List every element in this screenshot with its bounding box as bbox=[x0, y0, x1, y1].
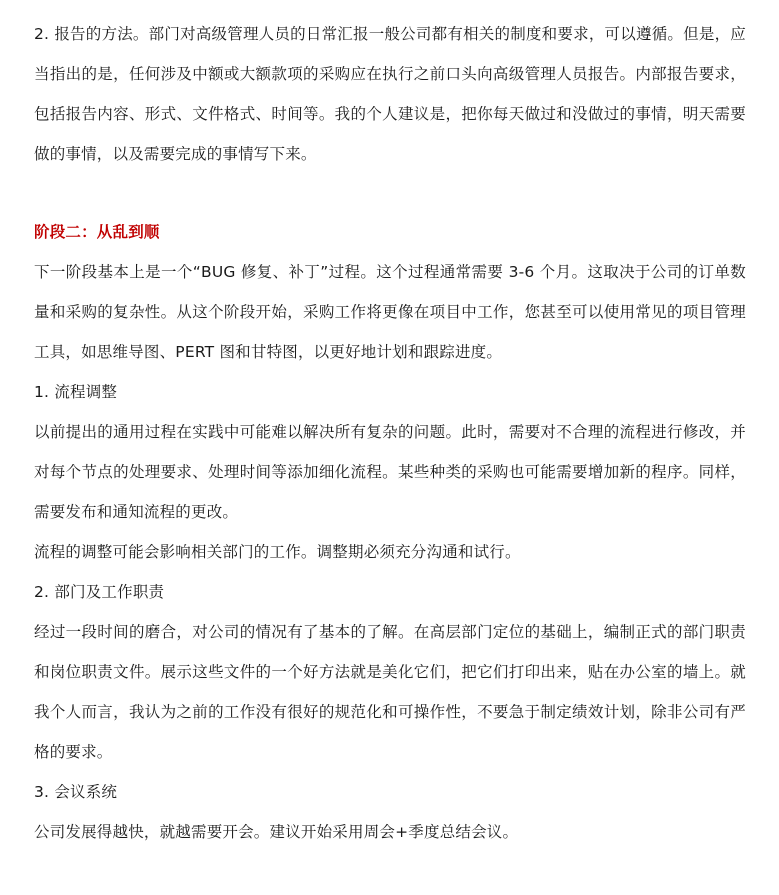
paragraph-meeting-system: 公司发展得越快，就越需要开会。建议开始采用周会+季度总结会议。 bbox=[34, 823, 519, 841]
paragraph-stage-2-intro: 下一阶段基本上是一个“BUG 修复、补丁”过程。这个过程通常需要 3-6 个月。这取决于公司的订单数量和采购的复杂性。从这个阶段开始，采购工作将更像在项目中工作，您甚至可以使用常见的项目管理工具，如思维导图、PERT 图和甘特图，以更好地计划和跟踪进度。 bbox=[34, 263, 746, 361]
subheading-meeting-system: 3. 会议系统 bbox=[34, 783, 118, 801]
subheading-department-duties: 2. 部门及工作职责 bbox=[34, 583, 165, 601]
paragraph-department-duties: 经过一段时间的磨合，对公司的情况有了基本的了解。在高层部门定位的基础上，编制正式的部门职责和岗位职责文件。展示这些文件的一个好方法就是美化它们，把它们打印出来，贴在办公室的墙上。就我个人而言，我认为之前的工作没有很好的规范化和可操作性，不要急于制定绩效计划，除非公司有严格的要求。 bbox=[34, 623, 746, 761]
paragraph-report-method: 2. 报告的方法。部门对高级管理人员的日常汇报一般公司都有相关的制度和要求，可以遵循。但是，应当指出的是，任何涉及中额或大额款项的采购应在执行之前口头向高级管理人员报告。内部报告要求，包括报告内容、形式、文件格式、时间等。我的个人建议是，把你每天做过和没做过的事情，明天需要做的事情，以及需要完成的事情写下来。 bbox=[34, 25, 746, 163]
article-body bbox=[34, 14, 746, 852]
subheading-process-adjustment: 1. 流程调整 bbox=[34, 383, 118, 401]
paragraph-process-adjustment-note: 流程的调整可能会影响相关部门的工作。调整期必须充分沟通和试行。 bbox=[34, 543, 521, 561]
section-heading-stage-2: 阶段二：从乱到顺 bbox=[34, 223, 160, 241]
section-spacer bbox=[34, 174, 746, 212]
paragraph-process-adjustment: 以前提出的通用过程在实践中可能难以解决所有复杂的问题。此时，需要对不合理的流程进行修改，并对每个节点的处理要求、处理时间等添加细化流程。某些种类的采购也可能需要增加新的程序。同样，需要发布和通知流程的更改。 bbox=[34, 423, 746, 521]
